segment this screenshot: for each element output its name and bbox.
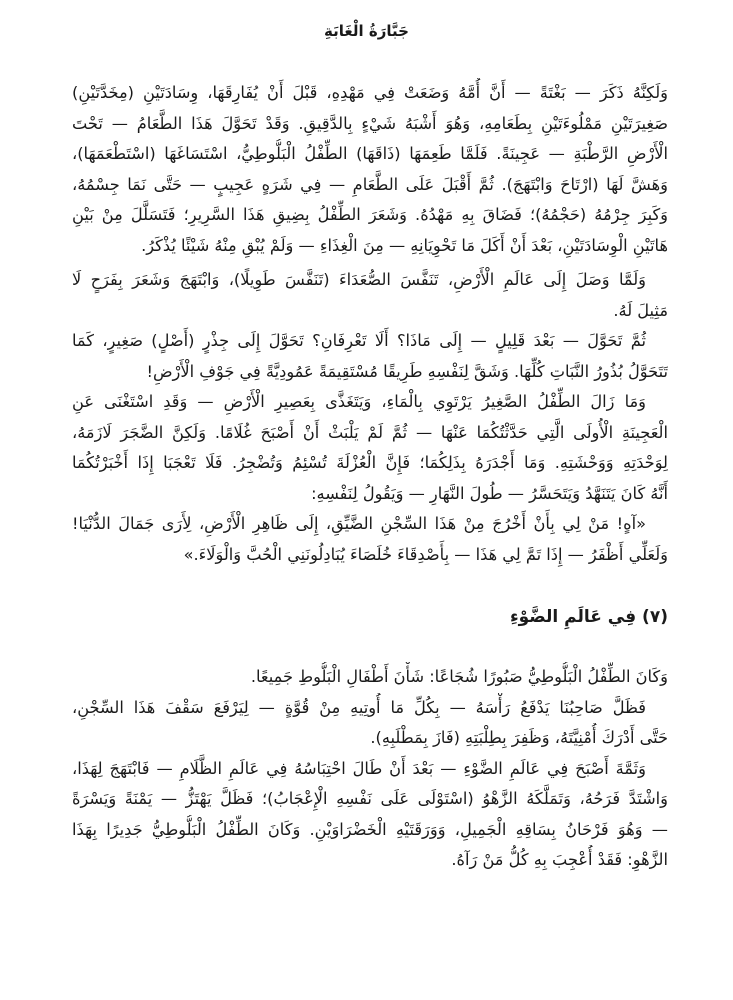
text-line: وَلَكِنَّهُ ذَكَرَ — بَغْتَةً — أَنَّ أُمَّهُ وَضَعَتْ فِي مَهْدِهِ، قَبْلَ أَنْ يُفَارِقَهَا، وِسَادَتَيْنِ (مِخَدَّتَيْنِ) — [72, 83, 668, 102]
paragraph — [72, 326, 668, 387]
paragraph — [72, 754, 668, 876]
document-body — [72, 78, 668, 876]
text-line: وَكَبِرَ جِرْمُهُ (حَجْمُهُ)؛ فَضَاقَ بِهِ مَهْدُهُ. وَشَعَرَ الطِّفْلُ بِضِيقِ هَذَا السَّرِيرِ؛ فَتَسَلَّلَ مِنْ بَيْنِ — [72, 205, 668, 224]
text-line: الْعَجِينَةِ الْأُولَى الَّتِي حَدَّثْتُكُمَا عَنْهَا — ثُمَّ لَمْ يَلْبَثْ أَنْ أَصْبَحَ غُلَامًا. وَلَكِنَّ الضَّجَرَ لَازَمَهُ، — [72, 422, 668, 442]
text-line: وَهَشَّ لَهَا (ارْتَاحَ وَابْتَهَجَ). ثُمَّ أَقْبَلَ عَلَى الطَّعَامِ — فِي شَرَهٍ عَجِيبٍ — حَتَّى نَمَا جِسْمُهُ، — [72, 174, 668, 194]
text-line: وَمَا زَالَ الطِّفْلُ الصَّغِيرُ يَرْتَوِي بِالْمَاءِ، وَيَتَغَذَّى بِعَصِيرِ الْأَرْضِ — وَقَدِ اسْتَغْنَى عَنِ — [72, 392, 646, 411]
text-line: مَثِيلَ لَهُ. — [613, 300, 668, 320]
paragraph — [72, 78, 668, 261]
page-header-title: جَبَّارَةُ الْغَابَةِ — [324, 22, 409, 40]
text-line: حَتَّى أَدْرَكَ أُمْنِيَّتَهُ، وَظَفِرَ بِطِلْبَتِهِ (فَازَ بِمَطْلَبِهِ). — [370, 728, 668, 747]
paragraph — [72, 265, 668, 326]
text-line: صَغِيرَتَيْنِ مَمْلُوءَتَيْنِ بِطَعَامِهِ، وَهُوَ أَشْبَهُ شَيْءٍ بِالدَّقِيقِ. وَقَدْ تَحَوَّلَ هَذَا الطَّعَامُ — تَحْتَ — [72, 113, 668, 133]
text-line: وَثَمَّةَ أَصْبَحَ فِي عَالَمِ الضَّوْءِ — بَعْدَ أَنْ طَالَ احْتِبَاسُهُ فِي عَالَمِ الظَّلَامِ — فَابْتَهَجَ لِهَذَا، — [72, 758, 646, 778]
text-line: وَاشْتَدَّ فَرَحُهُ، وَتَمَلَّكَهُ الزَّهْوُ (اسْتَوْلَى عَلَى نَفْسِهِ الْإِعْجَابُ)؛ فَظَلَّ يَهْتَزُّ — يَمْنَةً وَيَسْرَةً — [72, 789, 668, 808]
paragraph — [72, 662, 668, 693]
text-line: تَتَحَوَّلُ بُذُورُ النَّبَاتِ كُلِّهَا. وَشَقَّ لِنَفْسِهِ طَرِيقًا مُسْتَقِيمَةً عَمُودِيَّةً فِي جَوْفِ الْأَرْضِ! — [146, 361, 668, 381]
text-line: وَلَمَّا وَصَلَ إِلَى عَالَمِ الْأَرْضِ، تَنَفَّسَ الصُّعَدَاءَ (تَنَفَّسَ طَوِيلًا)، وَابْتَهَجَ وَشَعَرَ بِفَرَحٍ لَا — [72, 270, 646, 289]
text-line: وَكَانَ الطِّفْلُ الْبَلُّوطِيُّ صَبُورًا شُجَاعًا: شَأْنَ أَطْفَالِ الْبَلُّوطِ جَمِيعًا. — [250, 667, 668, 686]
section-heading: (٧) فِي عَالَمِ الضَّوْءِ — [509, 607, 668, 627]
text-line: وَلَعَلِّي أَظْفَرُ — إِذَا تَمَّ لِي هَذَا — بِأَصْدِقَاءَ خُلَصَاءَ يُبَادِلُونَنِي الْحُبَّ وَالْوَلَاءَ.» — [183, 544, 668, 564]
text-line: فَظَلَّ صَاحِبُنَا يَدْفَعُ رَأْسَهُ — بِكُلِّ مَا أُوتِيهِ مِنْ قُوَّةٍ — لِيَرْفَعَ سَقْفَ هَذَا السِّجْنِ، — [72, 697, 646, 717]
text-line: لِوَحْدَتِهِ وَوَحْشَتِهِ. وَمَا أَجْدَرَهُ بِذَلِكُمَا؛ فَإِنَّ الْعُزْلَةَ تُسْئِمُ وَتُضْجِرُ. فَلَا تَعْجَبَا إِذَا أَخْبَرْتُكُمَا — [72, 453, 668, 472]
quote-paragraph — [72, 509, 668, 570]
paragraph — [72, 693, 668, 754]
text-line: ثُمَّ تَحَوَّلَ — بَعْدَ قَلِيلٍ — إِلَى مَاذَا؟ أَلَا تَعْرِفَانِ؟ تَحَوَّلَ إِلَى جِذْرٍ (أَصْلٍ) صَغِيرٍ، كَمَا — [72, 331, 646, 350]
text-line: — وَهُوَ فَرْحَانُ بِسَاقِهِ الْجَمِيلِ، وَوَرَقَتَيْهِ الْخَضْرَاوَيْنِ. وَكَانَ الطِّفْلُ الْبَلُّوطِيُّ جَدِيرًا بِهَذَا — [72, 819, 668, 839]
text-line: هَاتَيْنِ الْوِسَادَتَيْنِ، بَعْدَ أَنْ أَكَلَ مَا تَحْوِيَانِهِ — مِنَ الْغِذَاءِ — وَلَمْ يُبْقِ مِنْهُ شَيْئًا يُذْكَرُ. — [141, 235, 668, 255]
text-line: الزَّهْوِ: فَقَدْ أُعْجِبَ بِهِ كُلُّ مَنْ رَآهُ. — [451, 850, 668, 869]
text-line: الْأَرْضِ الرَّطْبَةِ — عَجِينَةً. فَلَمَّا طَعِمَهَا (ذَاقَهَا) الطِّفْلُ الْبَلُّوطِيُّ، اسْتَسَاغَهَا (اسْتَطْعَمَهَا)، — [72, 144, 668, 163]
text-line: «آهٍ! مَنْ لِي بِأَنْ أَخْرُجَ مِنْ هَذَا السِّجْنِ الضَّيِّقِ، إِلَى ظَاهِرِ الْأَرْضِ، لِأَرَى جَمَالَ الدُّنْيَا! — [72, 514, 646, 533]
text-line: أَنَّهُ كَانَ يَتَنَهَّدُ وَيَتَحَسَّرُ — طُولَ النَّهَارِ — وَيَقُولُ لِنَفْسِهِ: — [311, 483, 668, 503]
paragraph — [72, 387, 668, 509]
